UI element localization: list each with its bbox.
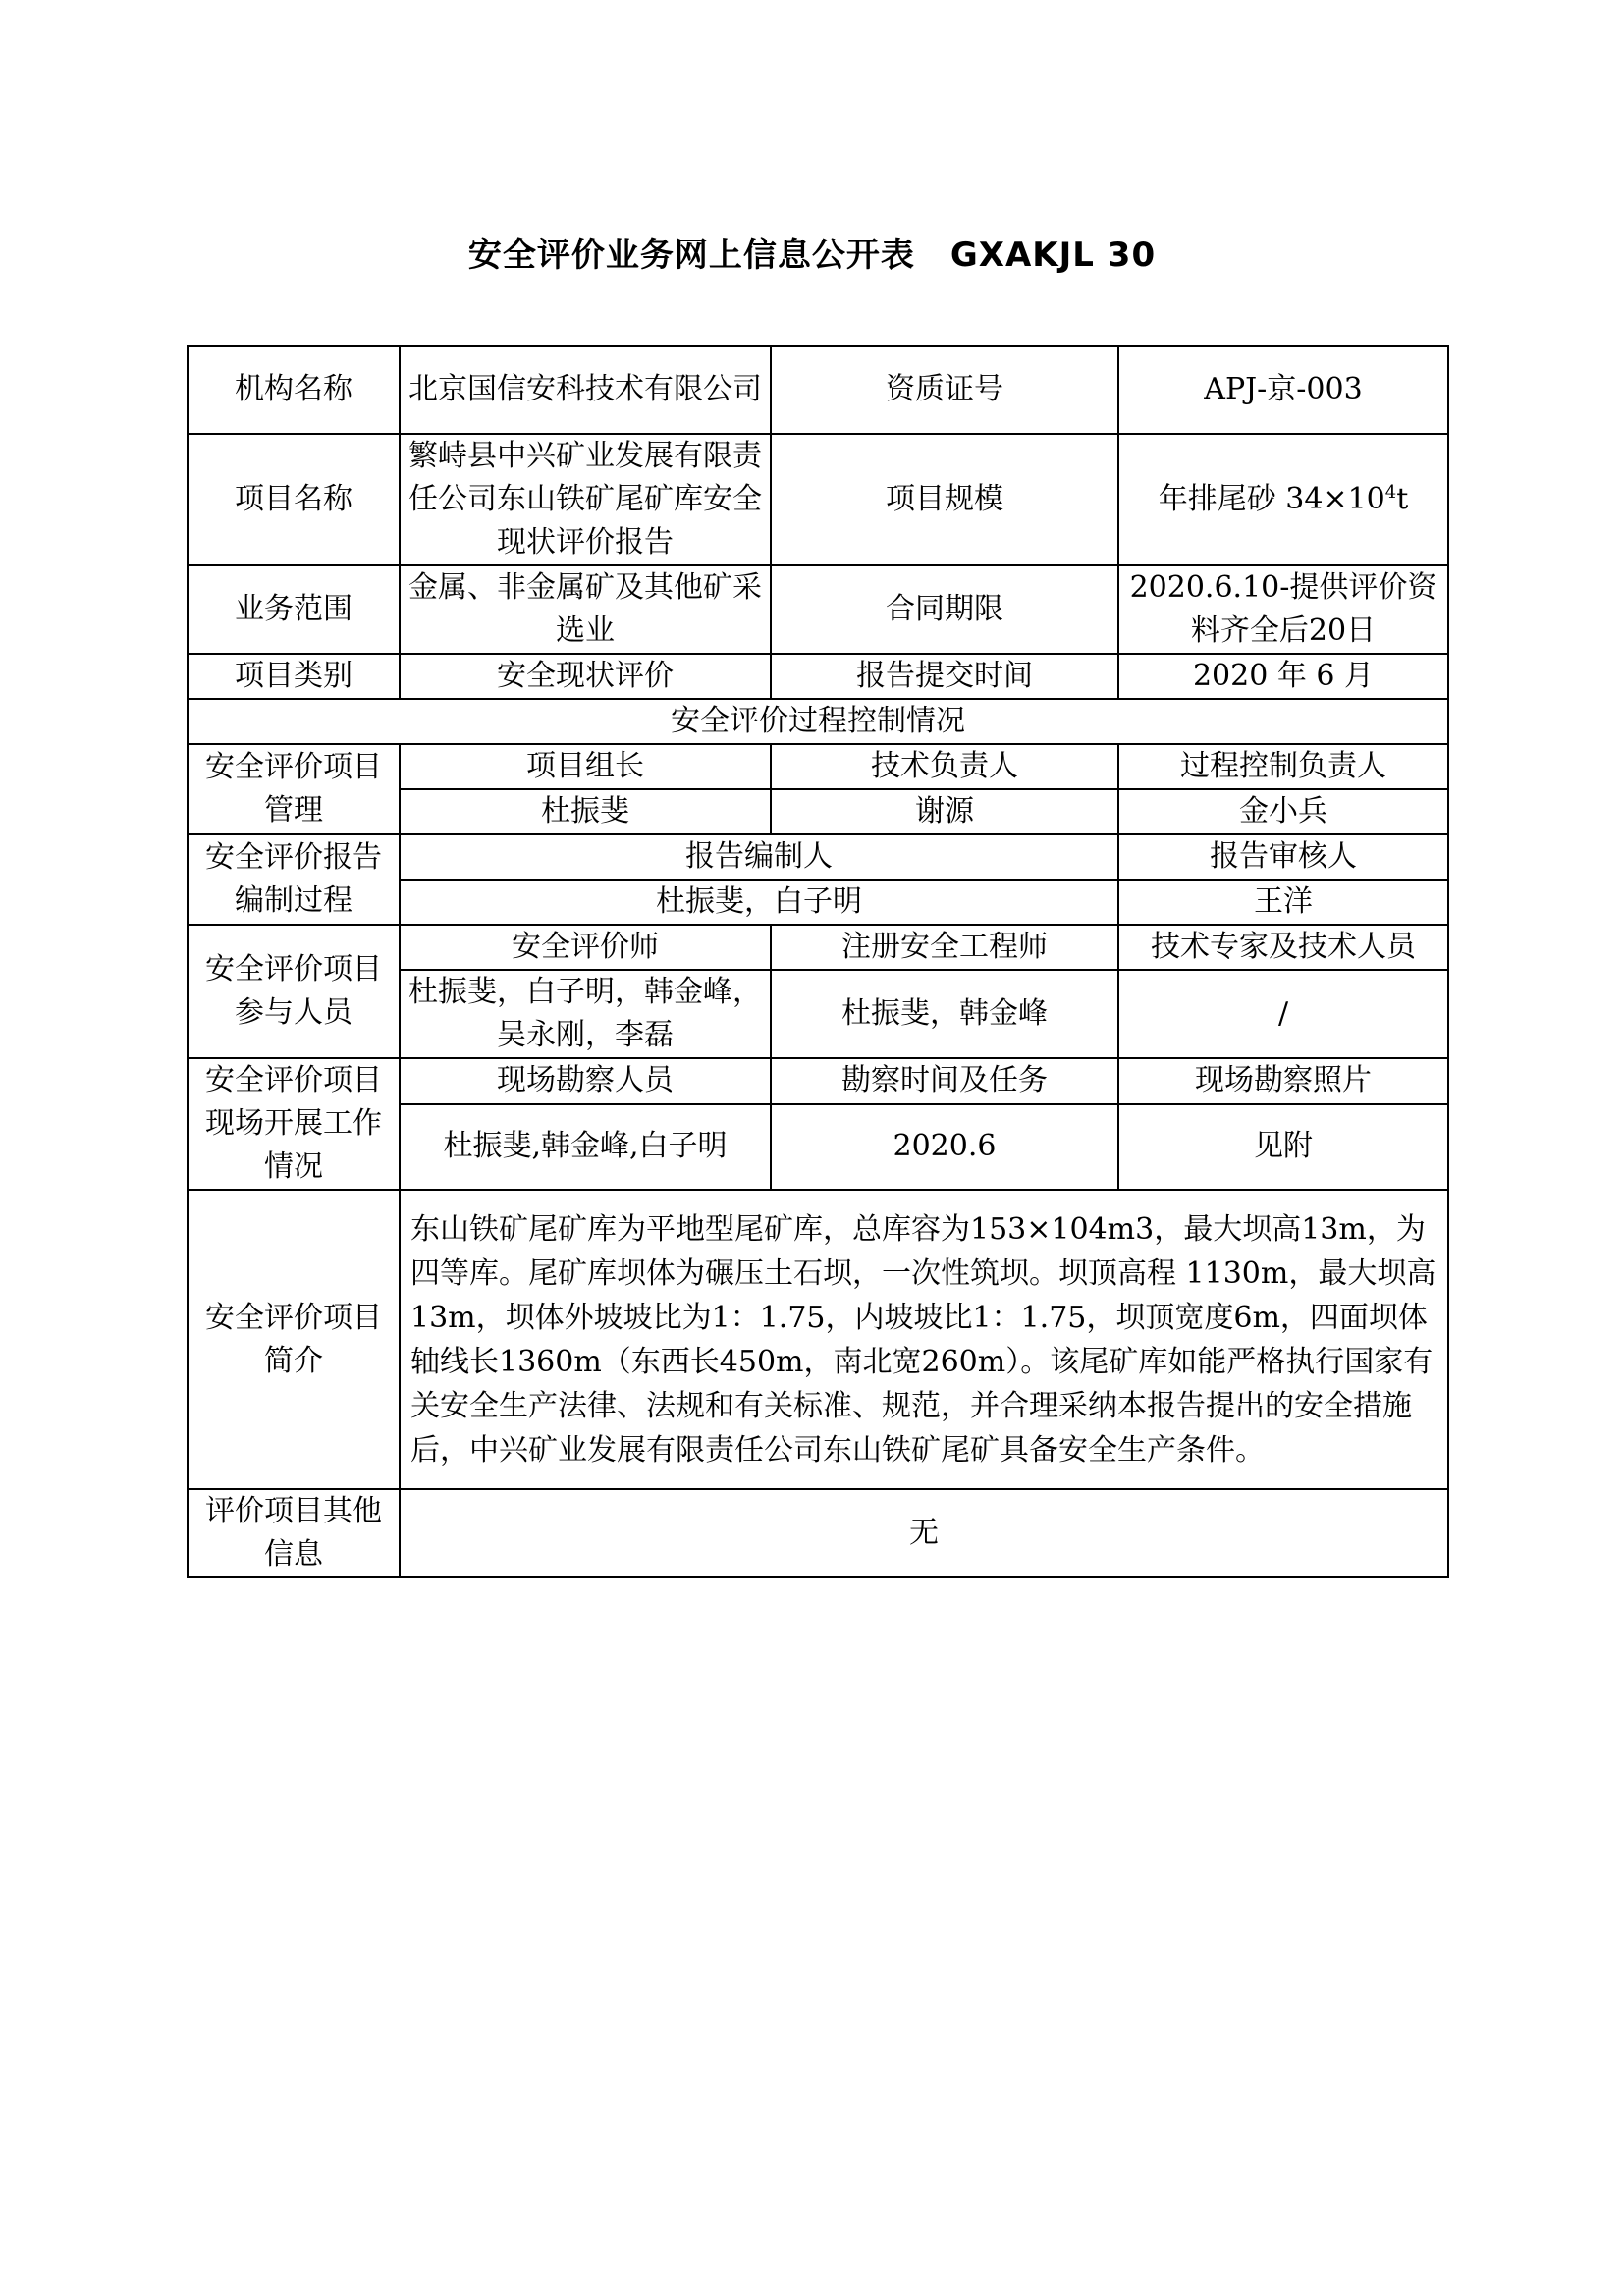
project-label: 项目名称 [188,434,400,565]
cert-label: 资质证号 [771,346,1118,434]
table-row [188,1489,1448,1577]
scale-value-main: 年排尾砂 34×10 [1158,482,1385,516]
other-value: 无 [400,1489,1448,1577]
submit-label: 报告提交时间 [771,654,1118,699]
mgmt-value-process: 金小兵 [1118,789,1448,834]
title-code: GXAKJL 30 [949,236,1157,275]
table-row [188,744,1448,789]
site-header-photo: 现场勘察照片 [1118,1058,1448,1104]
mgmt-header-leader: 项目组长 [400,744,771,789]
site-header-time: 勘察时间及任务 [771,1058,1118,1104]
table-row [188,925,1448,970]
intro-label: 安全评价项目简介 [188,1190,400,1489]
report-label: 安全评价报告编制过程 [188,834,400,925]
scope-label: 业务范围 [188,565,400,654]
site-value-time: 2020.6 [771,1104,1118,1190]
scale-value-unit: t [1396,482,1409,516]
site-value-photo: 见附 [1118,1104,1448,1190]
report-header-reviewer: 报告审核人 [1118,834,1448,880]
submit-value: 2020 年 6 月 [1118,654,1448,699]
scale-label: 项目规模 [771,434,1118,565]
staff-value-expert: / [1118,970,1448,1058]
category-label: 项目类别 [188,654,400,699]
site-header-staff: 现场勘察人员 [400,1058,771,1104]
mgmt-value-tech: 谢源 [771,789,1118,834]
table-row [188,565,1448,654]
staff-header-evaluator: 安全评价师 [400,925,771,970]
table-row [188,699,1448,744]
scope-value: 金属、非金属矿及其他矿采选业 [400,565,771,654]
contract-label: 合同期限 [771,565,1118,654]
table-row [188,1058,1448,1104]
mgmt-value-leader: 杜振斐 [400,789,771,834]
org-value: 北京国信安科技术有限公司 [400,346,771,434]
scale-value-exponent: 4 [1384,482,1397,503]
report-header-author: 报告编制人 [400,834,1118,880]
report-value-author: 杜振斐，白子明 [400,880,1118,925]
mgmt-header-tech: 技术负责人 [771,744,1118,789]
process-header: 安全评价过程控制情况 [188,699,1448,744]
org-label: 机构名称 [188,346,400,434]
category-value: 安全现状评价 [400,654,771,699]
site-label: 安全评价项目现场开展工作情况 [188,1058,400,1190]
staff-label: 安全评价项目参与人员 [188,925,400,1058]
other-label: 评价项目其他信息 [188,1489,400,1577]
staff-header-engineer: 注册安全工程师 [771,925,1118,970]
table-row [188,654,1448,699]
table-row [188,346,1448,434]
page-title [0,228,1624,276]
site-value-staff: 杜振斐,韩金峰,白子明 [400,1104,771,1190]
staff-value-engineer: 杜振斐，韩金峰 [771,970,1118,1058]
intro-value: 东山铁矿尾矿库为平地型尾矿库，总库容为153×104m3，最大坝高13m，为四等库。尾矿库坝体为碾压土石坝，一次性筑坝。坝顶高程 1130m，最大坝高13m，坝体外坡坡比为1：1.75，内坡坡比1：1.75，坝顶宽度6m，四面坝体轴线长1360m（东西长450m，南北宽260m）。该尾矿库如能严格执行国家有关安全生产法律、法规和有关标准、规范，并合理采纳本报告提出的安全措施后，中兴矿业发展有限责任公司东山铁矿尾矿具备安全生产条件。 [400,1190,1448,1489]
table-row [188,834,1448,880]
cert-value: APJ-京-003 [1118,346,1448,434]
report-value-reviewer: 王洋 [1118,880,1448,925]
title-main: 安全评价业务网上信息公开表 [467,236,915,275]
table-row [188,434,1448,565]
scale-value [1118,434,1448,565]
staff-header-expert: 技术专家及技术人员 [1118,925,1448,970]
mgmt-header-process: 过程控制负责人 [1118,744,1448,789]
staff-value-evaluator: 杜振斐，白子明，韩金峰，吴永刚，李磊 [400,970,771,1058]
contract-value: 2020.6.10-提供评价资料齐全后20日 [1118,565,1448,654]
info-table [187,345,1449,1578]
table-row [188,1190,1448,1489]
mgmt-label: 安全评价项目管理 [188,744,400,834]
project-value: 繁峙县中兴矿业发展有限责任公司东山铁矿尾矿库安全现状评价报告 [400,434,771,565]
